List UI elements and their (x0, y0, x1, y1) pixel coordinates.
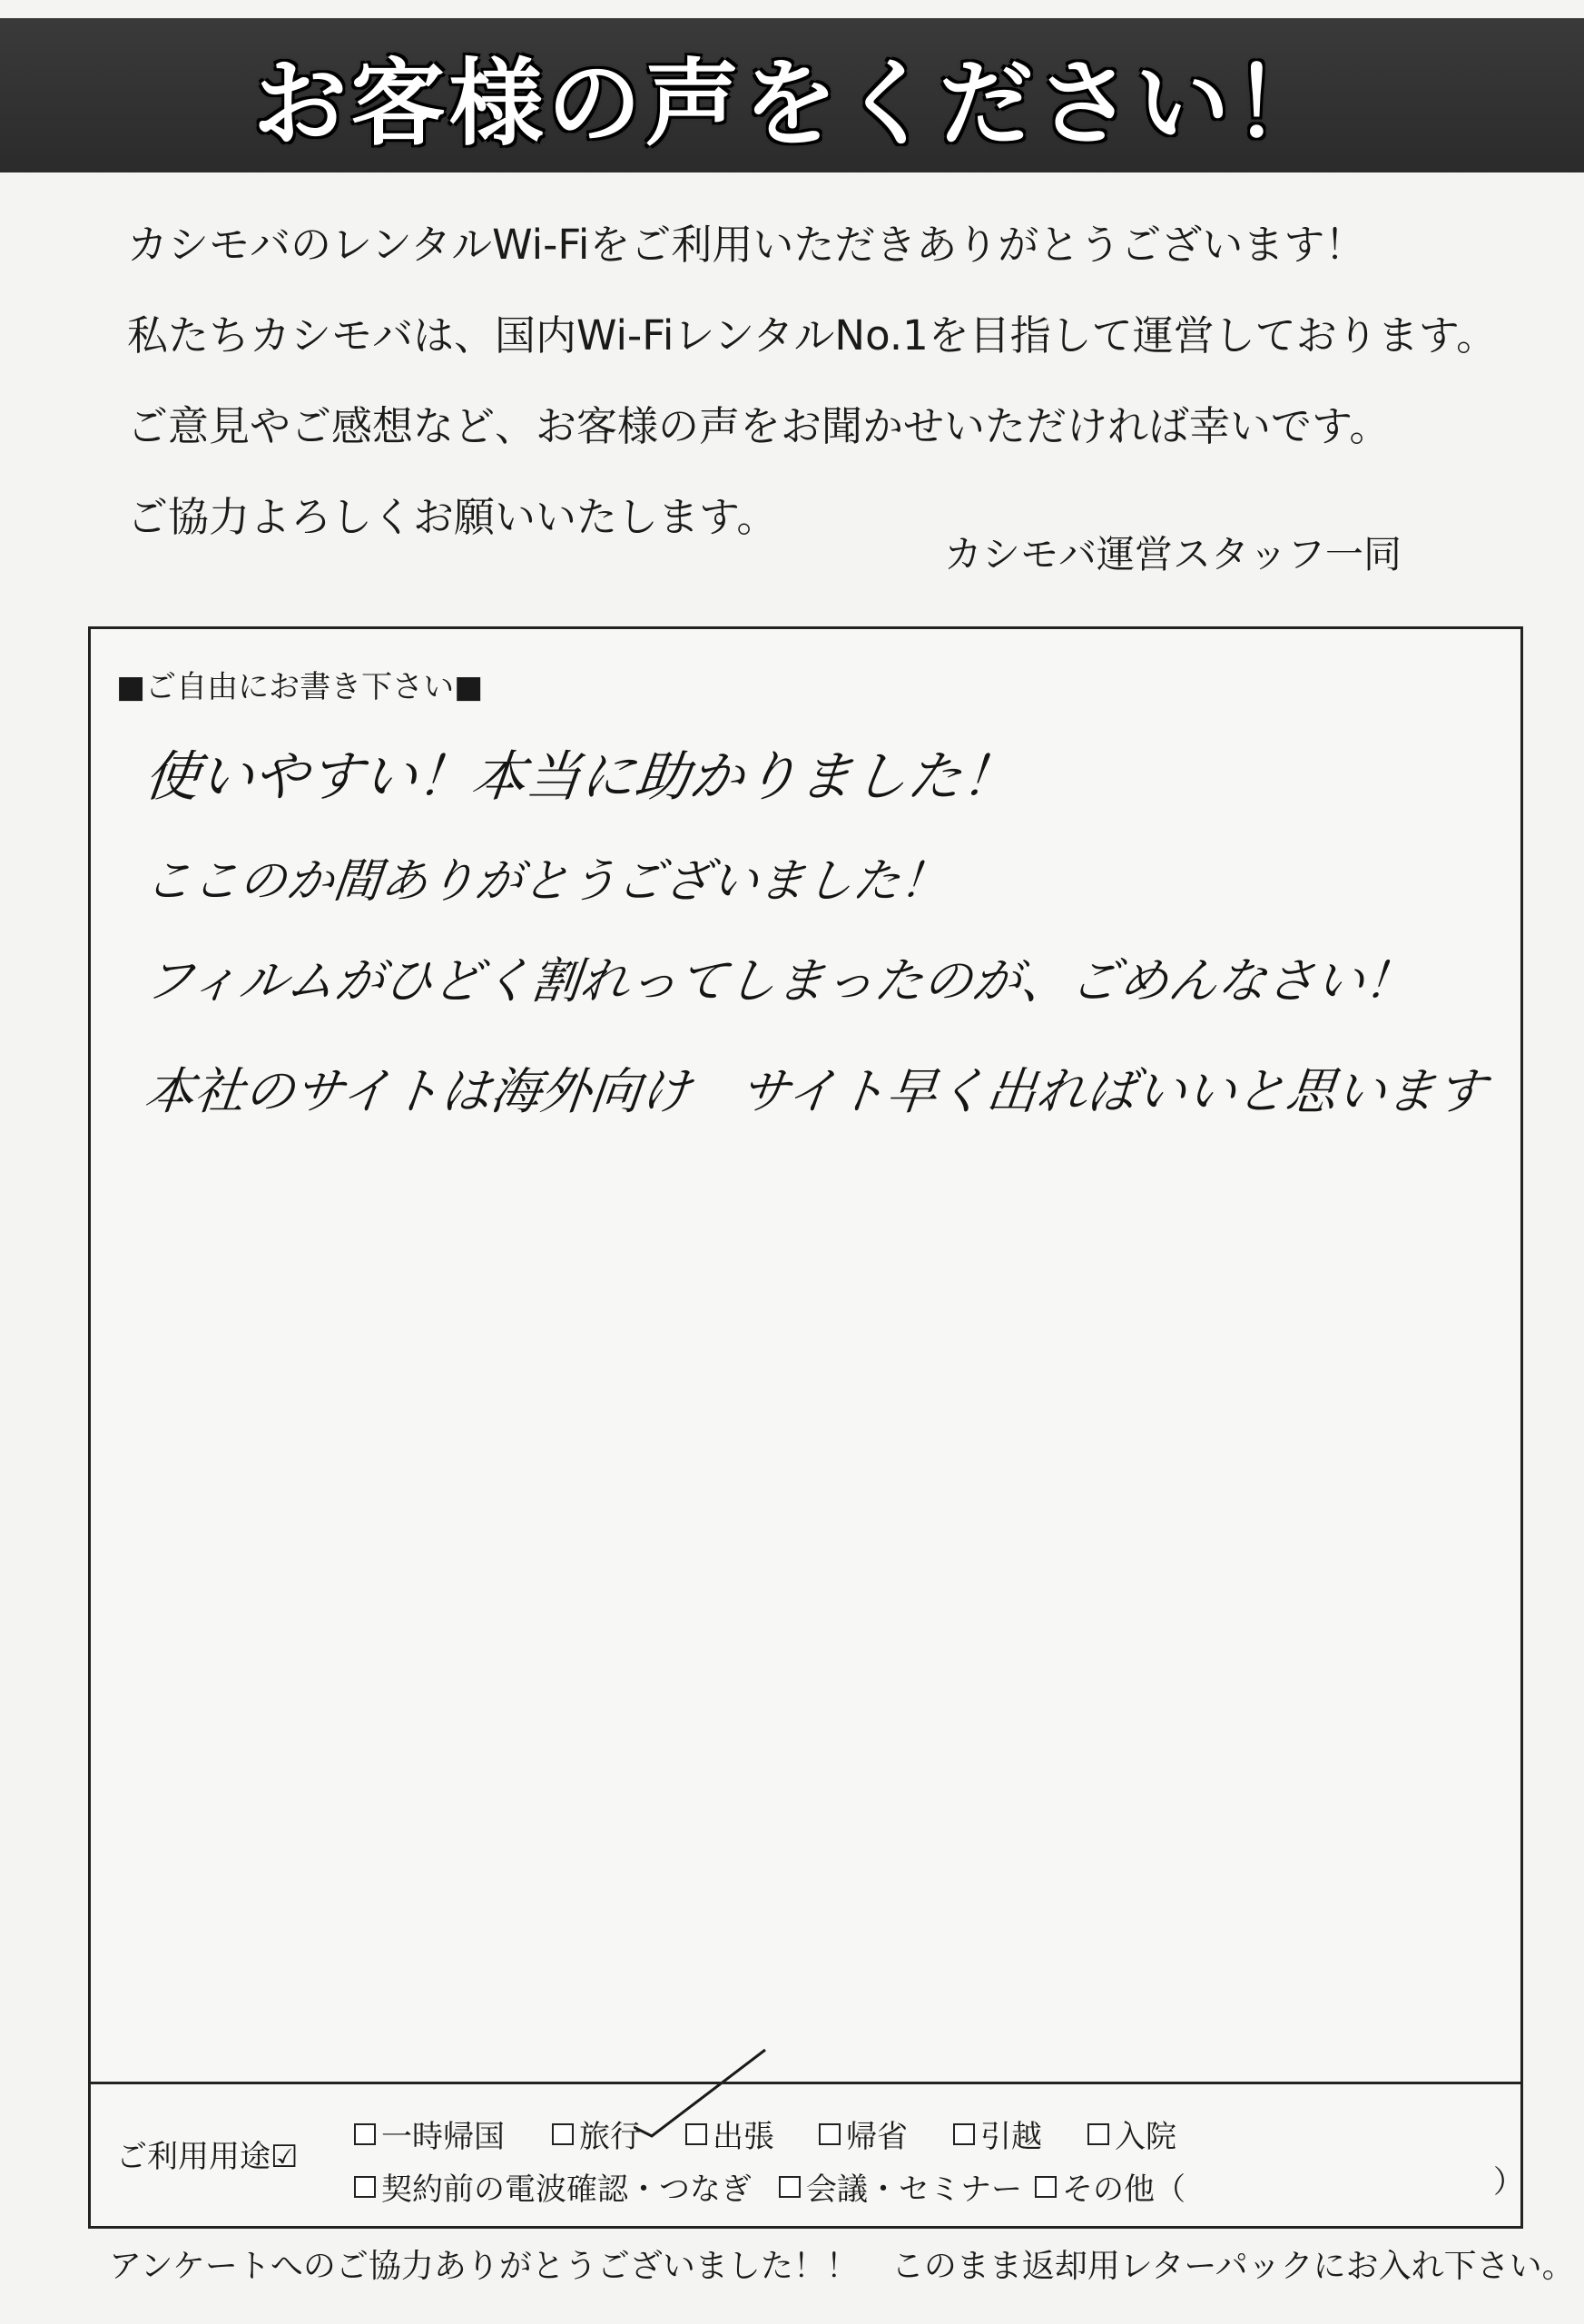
title-banner (0, 18, 1584, 172)
checkbox-icon (779, 2176, 801, 2198)
usage-option-homecoming[interactable]: 帰省 (819, 2112, 908, 2156)
usage-option-temporary-return[interactable]: 一時帰国 (354, 2112, 505, 2156)
handwritten-line: 使いやすい！本当に助かりました！ (141, 745, 1020, 809)
intro-line: ご協力よろしくお願いいたします。 (127, 493, 778, 541)
checkbox-icon (1087, 2123, 1109, 2145)
checkbox-icon (685, 2123, 707, 2145)
usage-option-travel[interactable]: 旅行 (552, 2112, 641, 2156)
usage-option-business-trip[interactable]: 出張 (685, 2112, 774, 2156)
page-title: お客様の声をください！ (252, 48, 1332, 159)
checkbox-icon (552, 2123, 574, 2145)
handwritten-line: ここのか間ありがとうございました！ (142, 854, 950, 909)
free-comment-label: ■ご自由にお書き下さい■ (116, 669, 484, 705)
intro-line: ご意見やご感想など、お客様の声をお聞かせいただければ幸いです。 (127, 402, 1391, 450)
footer-note: アンケートへのご協力ありがとうございました！！ このまま返却用レターパックにお入れ下さい。 (109, 2248, 1575, 2285)
handwritten-line: フィルムがひどく割れってしまったのが、ごめんなさい！ (142, 952, 1417, 1009)
checkbox-icon (953, 2123, 975, 2145)
intro-line: 私たちカシモバは、国内Wi-FiレンタルNo.1を目指して運営しております。 (127, 311, 1498, 359)
usage-label: ご利用用途☑ (116, 2139, 299, 2175)
signature: カシモバ運営スタッフ一同 (944, 532, 1402, 576)
checkbox-icon (819, 2123, 841, 2145)
usage-option-moving[interactable]: 引越 (953, 2112, 1042, 2156)
checkbox-icon (1035, 2176, 1057, 2198)
checkbox-icon (354, 2123, 376, 2145)
free-comment-area[interactable] (141, 715, 1490, 1759)
usage-section (91, 2082, 1524, 2231)
intro-line: カシモバのレンタルWi-Fiをご利用いただきありがとうございます！ (127, 221, 1366, 269)
other-close-paren: ） (1493, 2164, 1524, 2201)
usage-option-signal-check[interactable]: 契約前の電波確認・つなぎ (354, 2164, 752, 2209)
usage-option-other[interactable]: その他（ (1035, 2164, 1186, 2209)
handwritten-line: 本社のサイトは海外向け サイト早く出ればいいと思います (142, 1062, 1490, 1120)
intro-text (127, 200, 1507, 563)
feedback-form (88, 626, 1523, 2229)
checkbox-icon (354, 2176, 376, 2198)
usage-option-hospital[interactable]: 入院 (1087, 2112, 1176, 2156)
usage-option-meeting[interactable]: 会議・セミナー (779, 2164, 1022, 2209)
